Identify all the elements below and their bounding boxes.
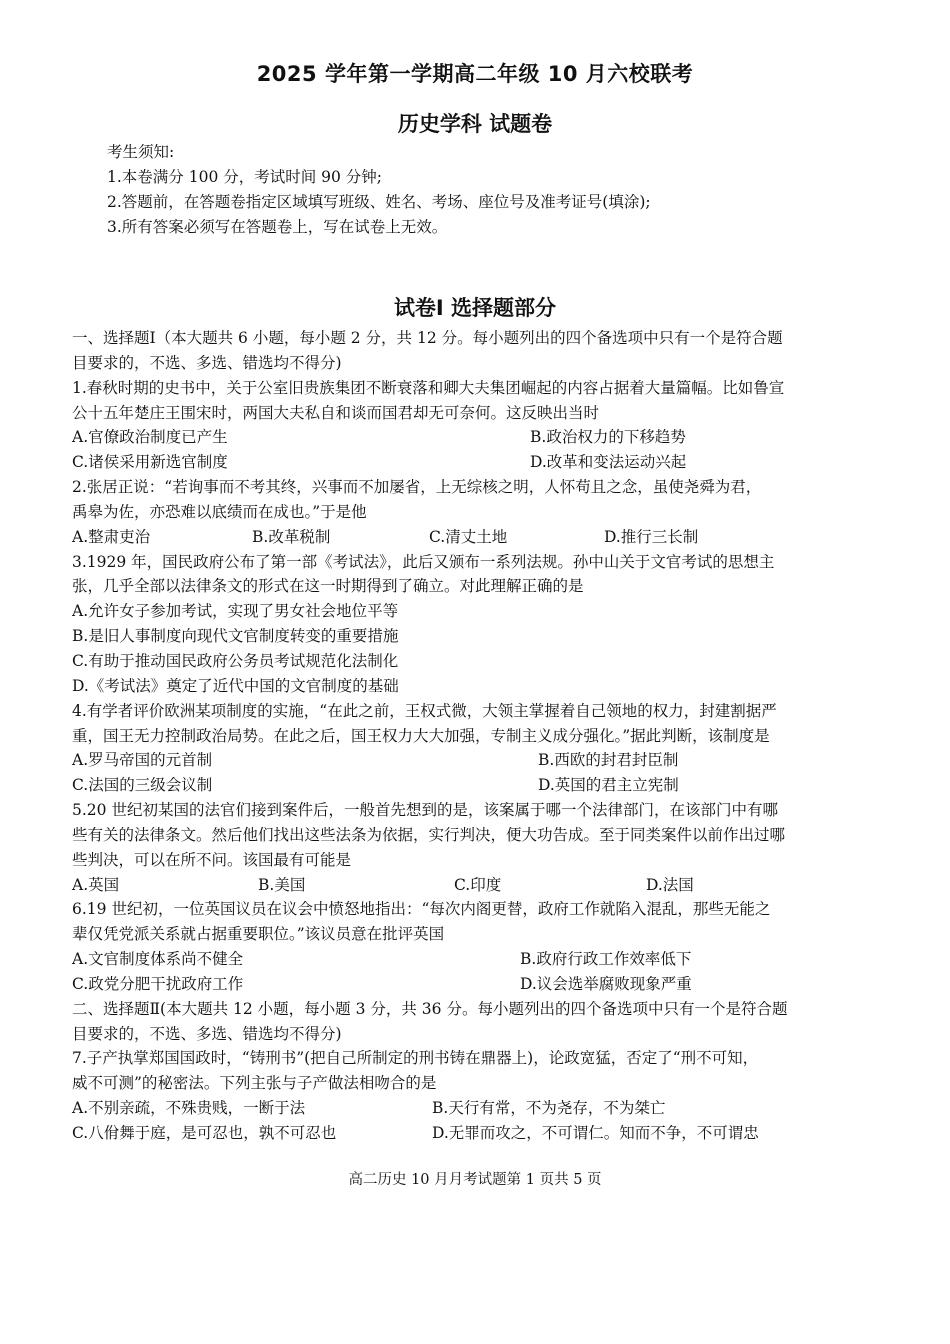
- option-d: D.无罪而攻之，不可谓仁。知而不争，不可谓忠: [432, 1124, 759, 1142]
- question-1-options: [72, 425, 890, 450]
- question-6-stem: 6.19 世纪初，一位英国议员在议会中愤怒地指出：“每次内阁更替，政府工作就陷入混乱，那些无能之: [72, 900, 771, 919]
- question-6-options: [72, 947, 890, 972]
- notice-heading: 考生须知:: [107, 143, 175, 161]
- option-c: C.印度: [454, 875, 502, 894]
- option-c: C.诸侯采用新选官制度: [72, 453, 228, 472]
- question-5-stem: 些有关的法律条文。然后他们找出这些法条为依据，实行判决，便大功告成。至于同类案件以前作出过哪: [72, 825, 786, 844]
- option-b: B.政府行政工作效率低下: [520, 950, 692, 969]
- option-c: C.清丈土地: [429, 527, 508, 546]
- question-7-options: [72, 1096, 890, 1121]
- exam-notice: [107, 140, 651, 240]
- option-b: B.美国: [258, 875, 306, 894]
- question-4-stem: 重，国王无力控制政治局势。在此之后，国王权力大大加强，专制主义成分强化。”据此判断，该制度是: [72, 726, 770, 745]
- section-title: 试卷Ⅰ 选择题部分: [393, 296, 557, 320]
- option-d: D.英国的君主立宪制: [538, 776, 679, 795]
- option-d: D.改革和变法运动兴起: [530, 453, 687, 472]
- question-6-stem: 辈仅凭党派关系就占据重要职位。”该议员意在批评英国: [72, 925, 445, 944]
- option-a: A.英国: [72, 875, 120, 894]
- question-2-stem: 禹皋为佐，亦恐难以底绩而在成也。”于是他: [72, 502, 367, 521]
- question-content: [72, 326, 890, 1146]
- question-5-stem: 5.20 世纪初某国的法官们接到案件后，一般首先想到的是，该案属于哪一个法律部门，在该部门中有哪: [72, 801, 778, 820]
- question-4-options: [72, 748, 890, 773]
- question-2-stem: 2.张居正说：“若询事而不考其终，兴事而不加屡省，上无综核之明，人怀苟且之念，虽使尧舜为君，: [72, 478, 762, 497]
- option-d: D.推行三长制: [604, 527, 699, 546]
- question-4-options: [72, 773, 890, 798]
- option-a: A.文官制度体系尚不健全: [72, 950, 244, 969]
- question-7-options: [72, 1121, 890, 1146]
- exam-title: 2025 学年第一学期高二年级 10 月六校联考: [256, 62, 694, 86]
- option-b: B.西欧的封君封臣制: [538, 751, 679, 770]
- option-c: C.政党分肥干扰政府工作: [72, 974, 244, 993]
- option-a: A.罗马帝国的元首制: [72, 751, 213, 770]
- option-b: B.天行有常，不为尧存，不为桀亡: [432, 1099, 666, 1118]
- question-4-stem: 4.有学者评价欧洲某项制度的实施，“在此之前，王权式微，大领主掌握着自己领地的权力，封建割据严: [72, 701, 777, 720]
- option-b: B.改革税制: [252, 527, 331, 546]
- notice-item: 3.所有答案必须写在答题卷上，写在试卷上无效。: [107, 218, 448, 236]
- exam-subtitle: 历史学科 试题卷: [397, 112, 553, 136]
- option-d: D.法国: [646, 875, 694, 894]
- page-footer: 高二历史 10 月月考试题第 1 页共 5 页: [348, 1172, 602, 1188]
- question-3-stem: 张，几乎全部以法律条文的形式在这一时期得到了确立。对此理解正确的是: [72, 577, 584, 596]
- part1-heading: 目要求的，不选、多选、错选均不得分): [72, 353, 342, 372]
- question-2-options: [72, 525, 890, 550]
- option-c: C.有助于推动国民政府公务员考试规范化法制化: [72, 651, 399, 670]
- option-d: D.《考试法》奠定了近代中国的文官制度的基础: [72, 676, 399, 695]
- notice-item: 2.答题前，在答题卷指定区域填写班级、姓名、考场、座位号及准考证号(填涂);: [107, 193, 651, 211]
- question-5-options: [72, 873, 890, 898]
- question-7-stem: 威不可测”的秘密法。下列主张与子产做法相吻合的是: [72, 1074, 437, 1093]
- option-a: A.整肃吏治: [72, 527, 151, 546]
- option-b: B.是旧人事制度向现代文官制度转变的重要措施: [72, 627, 399, 646]
- question-5-stem: 些判决，可以在所不问。该国最有可能是: [72, 850, 352, 869]
- question-3-stem: 3.1929 年，国民政府公布了第一部《考试法》，此后又颁布一系列法规。孙中山关于文官考试的思想主: [72, 552, 775, 571]
- question-1-stem: 公十五年楚庄王围宋时，两国大夫私自和谈而国君却无可奈何。这反映出当时: [72, 403, 600, 422]
- option-a: A.不别亲疏，不殊贵贱，一断于法: [72, 1099, 306, 1118]
- question-7-stem: 7.子产执掌郑国国政时，“铸刑书”(把自己所制定的刑书铸在鼎器上)，论政宽猛，否定了“刑不可知，: [72, 1049, 759, 1068]
- notice-item: 1.本卷满分 100 分，考试时间 90 分钟;: [107, 168, 383, 186]
- option-b: B.政治权力的下移趋势: [530, 428, 686, 447]
- question-1-options: [72, 450, 890, 475]
- option-a: A.允许女子参加考试，实现了男女社会地位平等: [72, 602, 399, 621]
- question-6-options: [72, 972, 890, 997]
- part2-heading: 二、选择题Ⅱ(本大题共 12 小题，每小题 3 分，共 36 分。每小题列出的四个备选项中只有一个是符合题: [72, 999, 788, 1018]
- part2-heading: 目要求的，不选、多选、错选均不得分): [72, 1024, 342, 1043]
- option-c: C.八佾舞于庭，是可忍也，孰不可忍也: [72, 1124, 337, 1142]
- option-d: D.议会选举腐败现象严重: [520, 974, 692, 993]
- part1-heading: 一、选择题Ⅰ（本大题共 6 小题，每小题 2 分，共 12 分。每小题列出的四个备选项中只有一个是符合题: [72, 329, 783, 347]
- option-c: C.法国的三级会议制: [72, 776, 213, 795]
- option-a: A.官僚政治制度已产生: [72, 428, 228, 447]
- question-1-stem: 1.春秋时期的史书中，关于公室旧贵族集团不断衰落和卿大夫集团崛起的内容占据着大量篇幅。比如鲁宣: [72, 378, 785, 397]
